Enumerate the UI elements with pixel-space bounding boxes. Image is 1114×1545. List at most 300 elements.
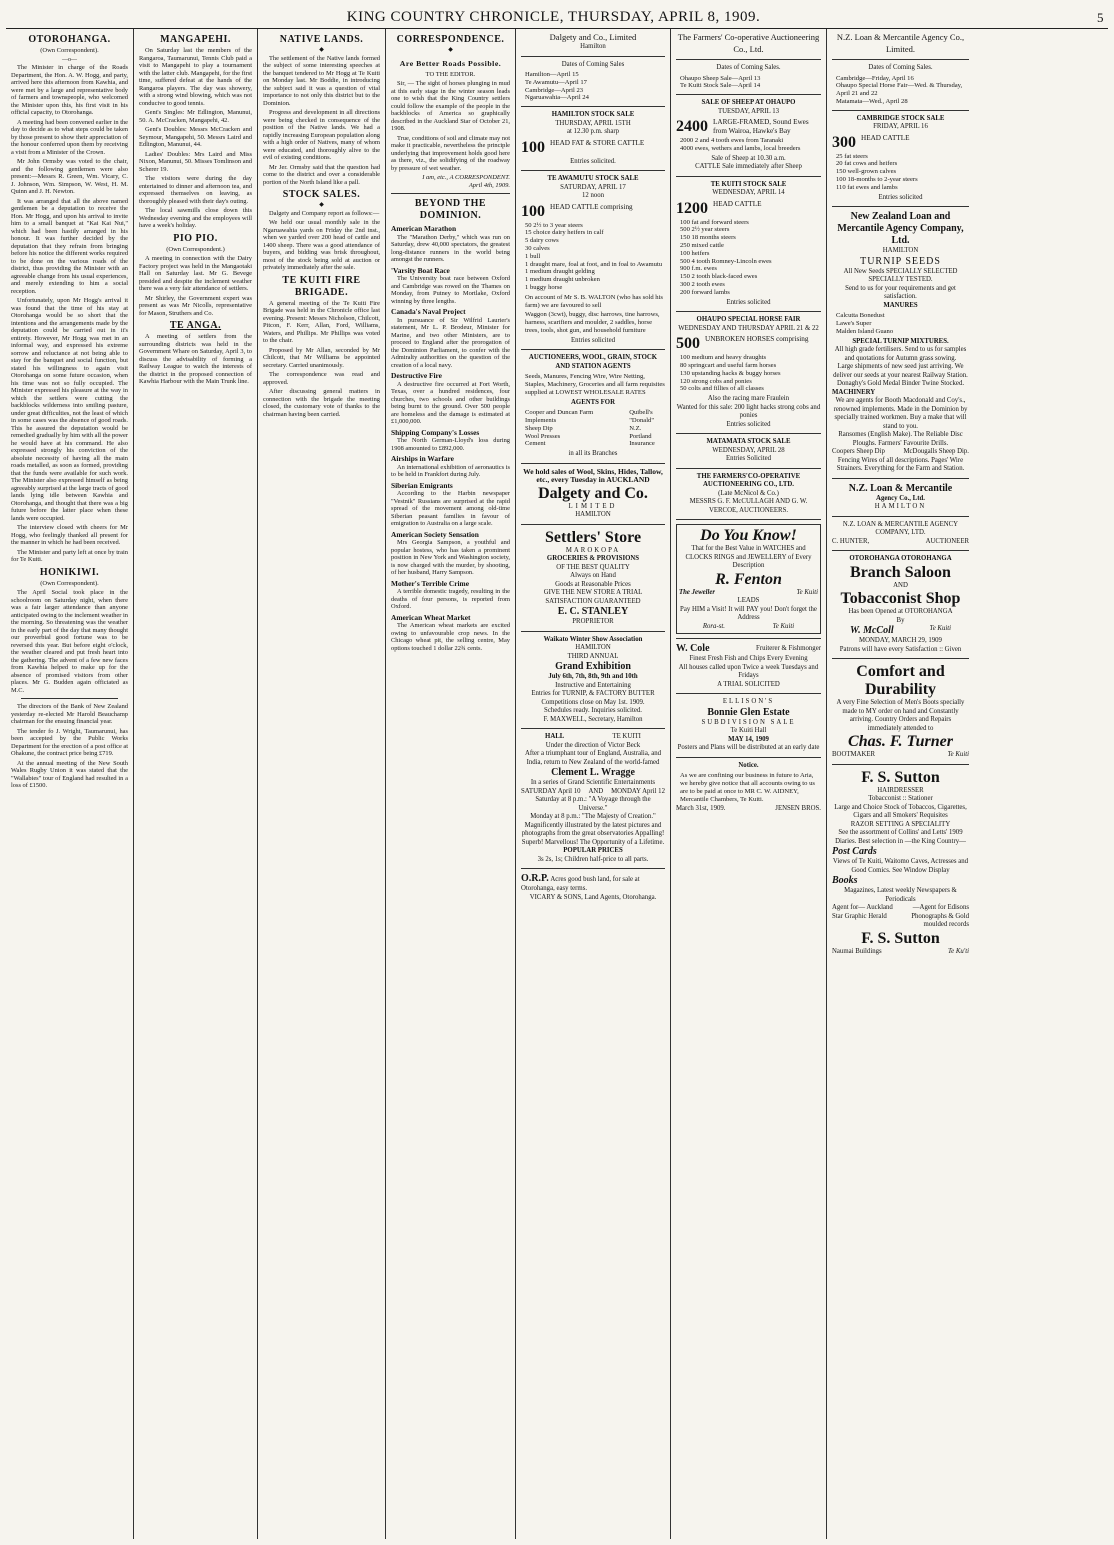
leads: LEADS [737,597,760,605]
ad-notice [676,762,821,814]
divider [832,516,969,517]
ad-text: All New Seeds SPECIALLY SELECTED SPECIALLY TESTED. [843,267,958,284]
lot-count: 2400 [676,118,708,136]
and: AND [588,787,604,795]
owner-line [832,625,969,637]
note: Waggon (3cwt), buggy, disc harrows, tine harrows, harness, scarifiers and moulder, 2 saddles, horse trees, tools, shot gun, and household furniture [525,311,660,335]
ad-text: Views of Te Kuiti, Waitomo Caves, Actresses and Good Comics. See Window Display [832,858,969,874]
entries-note: Entries Solicited [725,455,772,463]
lot-count: 100 [521,202,545,220]
list-item: 100 medium and heavy draughts [680,354,767,362]
to-the-editor: TO THE EDITOR. [425,70,476,78]
list-item: Cooper and Duncan Farm Implements [525,409,594,425]
jeweller-line [679,589,818,598]
sale-date: MAY 14, 1909 [728,735,769,743]
store-line: OF THE BEST QUALITY [556,563,630,571]
sale-time: 12 noon [581,192,605,200]
masthead-title: KING COUNTRY CHRONICLE, THURSDAY, APRIL 8, 1909. [346,9,761,25]
divider [521,170,665,171]
ad-text: A TRIAL SOLICITED [717,680,780,688]
paragraph: Ladies' Doubles: Mrs Laird and Miss Nixon, Manunui, 50. Misses Tomlinson and Scherer 19. [139,150,252,173]
lot [676,335,821,352]
place: HAMILTON [575,511,611,519]
list-item: 250 mixed cattle [680,242,724,250]
list-item: Ohaupo Special Horse Fair—Wed. & Thursday, April 21 and 22 [836,82,963,98]
divider [676,94,821,95]
paragraph: A destructive fire occurred at Fort Worth, Texas, over a hundred residences, four churches, two schools and other buildings being burnt to the ground. Over 500 people are homeless and the damage is estimated at £1,000,000. [391,380,510,425]
dates-list [680,75,821,91]
byline: (Own Correspondent.) [166,245,225,253]
ad-sutton [832,769,969,957]
agents-heading: AGENTS FOR [571,398,615,406]
lot [832,134,969,151]
sale-note: CATTLE Sale immediately after Sheep [695,163,802,171]
proprietor-role: PROPRIETOR [572,618,614,626]
hall-line [521,733,665,742]
manures-heading: MANURES [883,301,918,309]
divider: ◆ [448,47,453,53]
sale-time: at 12.30 p.m. sharp [566,128,620,136]
list-item: "Donald" [629,417,655,425]
paragraph: A meeting had been convened earlier in the day to decide as to what steps could be taken by those present to show their appreciation of the honour conferred upon them by receiving a visit from a Minister of the Crown. [11,118,128,156]
column-3 [258,29,386,1539]
ad-text: We are agents for Booth Macdonald and Coy's., renowned implements. Made in the Dominion by specially trained workmen. Buy a make that will stand to you. [833,397,968,430]
paragraph: A meeting in connection with the Dairy Factory project was held in the Mangaotaki Hall on Saturday last. Mr G. Bevege presided and despite the inclement weather there was a very fair attendance of settlers. [139,255,252,292]
headline-beyond-dominion: BEYOND THE DOMINION. [414,198,487,221]
sale-note: Sale of Sheep at 10.30 a.m. [711,154,786,162]
dates-line [521,788,665,797]
divider [832,658,969,659]
column-1 [6,29,134,1539]
name: W. Cole [676,643,710,655]
sale-title: TE KUITI STOCK SALE [710,180,787,188]
place: HAMILTON [874,503,927,511]
ad-signature: VICARY & SONS, Land Agents, Otorohanga. [529,893,657,901]
company-name: New Zealand Loan and Mercantile Agency Company, Ltd. [837,211,964,247]
show-place: HAMILTON [575,644,611,652]
letter-date: April 4th, 1909. [468,181,510,189]
role: The Jeweller [679,588,716,596]
divider [676,176,821,177]
limited: LIMITED [568,502,618,510]
lot-count: 1200 [676,199,708,217]
dates-title: Dates of Coming Sales. [716,64,781,71]
machinery-heading: MACHINERY [832,388,876,396]
headline-stock-sales: STOCK SALES. [282,189,361,200]
divider [521,56,665,57]
paragraph: It was arranged that all the above named gentlemen be a deputation to receive the Hon. Mr Hogg, and upon his arrival to invite him to a small banquet at "Kai Kai Nui," which had been hastily arranged in his honour. It was further decided by the deputation that they refrain from bringing before his notice the different works required to be done on the various roads of the district, thus providing the Minister with an agreeable change from his usual experiences, and merely extending to him a social reception. [11,197,128,295]
list-item: 25 fat steers [836,152,868,160]
subheading: Shipping Company's Losses [391,427,480,437]
column-4 [386,29,516,1539]
subheading: Canada's Naval Project [391,307,466,316]
estate-name: Bonnie Glen Estate [707,706,790,718]
list-item: 1 medium draught unbroken [525,276,600,284]
dates-list [836,75,969,106]
show-title: Waikato Winter Show Association [543,635,643,643]
lot-list [836,153,969,192]
ad-farmers-coop [676,31,821,515]
paragraph: On Saturday last the members of the Rangaroa, Taumarunui, Tennis Club paid a visit to Mangapehi to play a tournament with the latter club. Mangapehi, for the first time, suffered defeat at the hands of the Rangaroa players. The day was showery, with a strong wind blowing, which was not conducive to good tennis. [139,47,252,107]
divider [21,698,118,699]
ad-text: Patrons will have every Satisfaction :: Given [839,645,962,653]
company-name: THE FARMERS'CO-OPERATIVE AUCTIONEERING CO., LTD. [696,472,801,489]
sale-date: SATURDAY, APRIL 17 [560,183,626,191]
ad-text: Donaghy's Gold Medal Binder Twine Stocked. [836,380,965,388]
line: In a series of Grand Scientific Entertainments [530,779,656,787]
sale-date: THURSDAY, APRIL 15TH [555,119,631,127]
paragraph: Dalgety and Company report as follows:— [269,209,380,217]
divider [832,110,969,111]
auctioneer-role: AUCTIONEER [925,537,969,545]
agents-grid [521,407,665,450]
list-item: 80 springcart and useful farm horses [680,361,777,369]
by: By [896,616,905,624]
store-line: Always on Hand [570,572,616,580]
date: MONDAY April 12 [611,787,665,795]
ad-text: Large and Choice Stock of Tobaccos, Cigarettes, Cigars and all Smokers' Requisites [834,803,967,820]
paragraph: Sir, — The sight of horses plunging in mud at this early stage in the winter season leads one to wish that the King Country settlers could follow the example of the people in the backblocks of America so graphically described in the Auckland Star of October 21, 1908. [391,80,510,132]
paragraph: Gent's Singles: Mr Edlington, Manunui, 50. A. McCracken, Mangapehi, 42. [139,109,252,124]
dates-title: Dates of Coming Sales. [868,64,933,71]
store-line: Goods at Reasonable Prices [555,580,631,588]
paragraph: A terrible domestic tragedy, resulting in the deaths of four persons, is reported from Oxford. [391,588,510,610]
manure-list [836,312,969,335]
note: On account of Mr S. B. WALTON (who has sold his farm) we are favoured to sell [525,293,663,309]
subheading: American Wheat Market [391,612,471,622]
ad-company-name: The Farmers' Co-operative Auctioneering Co., Ltd. [677,32,820,54]
town: Te Kuiti [772,622,795,630]
column-6-ads [671,29,827,1539]
wool-sales: We hold sales of Wool, Skins, Hides, Tallow, etc., every Tuesday in AUCKLAND [523,466,663,485]
subheading: American Society Sensation [391,529,479,539]
seller: ELLISON'S [722,698,775,706]
sale-title: HAMILTON STOCK SALE [551,111,635,119]
list-item: Te Awamutu—April 17 [525,78,587,86]
ad-wragge [521,733,665,864]
show-line: THIRD ANNUAL [567,652,619,660]
and: AND [893,581,908,589]
list-item: Cambridge—Friday, April 16 [836,74,914,82]
list-item: 100 18-months to 2-year steers [836,176,918,184]
sale-title: CAMBRIDGE STOCK SALE [856,114,945,122]
ad-text: Finest Fresh Fish and Chips Every Evening [689,655,808,663]
lot-count: 300 [832,133,856,151]
list-item: Hamilton—April 15 [525,71,579,78]
ad-cole [676,643,821,689]
sale-title: TE AWAMUTU STOCK SALE [547,175,639,183]
paragraph: The North German-Lloyd's loss during 1908 amounted to £892,000. [391,437,510,452]
list-item: 300 2 tooth ewes [680,281,725,289]
headline-better-roads: Are Better Roads Possible. [399,58,502,68]
place: Te Kuiti [929,625,952,633]
sale-date: TUESDAY, APRIL 13 [717,107,780,115]
hall: HALL [545,733,565,741]
store-place: MAROKOPA [565,546,621,554]
dip: McDougalls Sheep Dip. [903,448,969,456]
entries-note: Entries solicited [878,193,923,201]
divider [521,463,665,464]
entries-note: Entries solicited. [570,157,616,165]
lot [521,203,665,220]
entries-note: Entries solicited [571,336,615,344]
divider [676,519,821,520]
headline-native-lands: NATIVE LANDS. [279,34,364,45]
hall-place: TE KUITI [612,733,641,741]
role-2: Tobacconist :: Stationer [868,795,933,803]
notice-signature: JENSEN BROS. [775,805,821,813]
divider [676,638,821,639]
ad-company-name: N.Z. Loan & Mercantile Agency Co., Limited. [836,32,965,54]
list-item: 20 fat cows and heifers [836,160,898,168]
headline-correspondence: CORRESPONDENCE. [396,34,505,45]
paragraph: The University boat race between Oxford and Cambridge was rowed on the Thames on Monday, from Putney to Mortlake, Oxford winning by three lengths. [391,275,510,305]
ad-settlers-store [521,529,665,627]
paragraph: The correspondence was read and approved. [263,371,380,386]
agents-line [832,904,969,930]
paragraph: The visitors were during the day entertained to dinner and afternoon tea, and expressed themselves on leaving, as thoroughly pleased with their day's outing. [139,175,252,205]
divider: —o— [62,56,77,63]
list-item: 900 f.m. ewes [680,265,717,273]
divider: ◆ [319,47,324,53]
headline-te-anga: TE ANGA. [169,320,222,331]
lot-list [680,219,821,297]
sale-date: WEDNESDAY, APRIL 14 [712,189,785,197]
list-item: Cambridge—April 23 [525,86,584,94]
list-item: Matamata—Wed., April 28 [836,97,908,105]
supplies-text: Seeds, Manures, Fencing Wire, Wire Netting, Staples, Machinery, Groceries and all farm requisites supplied at LOWEST WHOLESALE RATES [525,373,665,396]
paragraph: The American wheat markets are excited owing to unfavourable crop news. In the Chicago wheat pit, the selling centre, May options touched 1 dollar 22¾ cents. [391,622,510,652]
paragraph: In pursuance of Sir Wilfrid Laurier's statement, Mr L. P. Brodeur, Minister for Marine, and two other Ministers, are to proceed to England after the prorogation of the Dominion Parliament, to confer with the Admiralty authorities on the question of the creation of a local navy. [391,316,510,369]
prices: 3s 2s, 1s; Children half-price to all parts. [537,855,649,863]
ad-bonnie-glen [676,698,821,753]
ad-text: That for the Best Value in WATCHES and CLOCKS RINGS and JEWELLERY of Every Description [685,545,812,570]
page-number: 5 [1097,10,1104,25]
role: Fruiterer & Fishmonger [756,644,821,652]
ad-fenton [676,524,821,634]
ad-text: Send to us for your requirements and get satisfaction. [845,284,956,301]
lot-list [680,137,821,153]
lot-count: 100 [521,138,545,156]
ad-vicary [521,873,665,902]
address-line [679,623,818,632]
store-line: GROCERIES & PROVISIONS [546,555,640,563]
masthead [6,4,1108,29]
list-item: Ngaruawahia—April 24 [525,94,589,102]
ad-text: All high grade fertilisers. Send to us for samples and quotations for Autumn grass sowing. [834,346,967,362]
list-item: 100 heifers [680,249,710,257]
divider [676,757,821,758]
headline-otorohanga: OTOROHANGA. [28,34,111,45]
shop-name: F. S. Sutton [861,768,940,786]
lot-text: HEAD CATTLE [861,133,910,142]
paragraph: The Minister and party left at once by train for Te Kuiti. [11,548,128,563]
divider [676,59,821,60]
ad-text: A very Fine Selection of Men's Boots specially made to MY order on hand and Constantly arriving. Country Orders and Repairs immediately attended to [836,699,965,732]
role: BOOTMAKER [832,751,876,759]
bootmaker-line [832,751,969,760]
headline-mangapehi: MANGAPEHI. [160,34,231,45]
byline: (Own Correspondent). [40,47,99,54]
ad-dalgety [521,31,665,520]
places: OTOROHANGA OTOROHANGA [849,555,952,563]
agents-left [525,409,625,448]
divider [521,106,665,107]
paragraph: The directors of the Bank of New Zealand yesterday re-elected Mr Harold Beauchamp chairman for the ensuing financial year. [11,703,128,725]
notice-text: As we are confining our business in future to Aria, we hereby give notice that all accounts owing to us are to be paid at once to MR C. W. AIDNEY, Mercantile Chambers, Te Kuiti. [680,772,815,803]
lot-text: LARGE-FRAMED, Sound Ewes from Wairoa, Hawke's Bay [713,118,809,135]
show-heading: Grand Exhibition [555,661,631,673]
divider [521,728,665,729]
list-item: 15 choice dairy heifers in calf [525,229,604,237]
line: Under the direction of Victor Beck [545,741,641,749]
secretary: F. MAXWELL, Secretary, Hamilton [543,715,643,723]
company-name: N.Z. LOAN & MERCANTILE AGENCY COMPANY, LTD. [842,520,959,537]
sale-date: WEDNESDAY, APRIL 28 [712,446,785,454]
company-name-2: Agency Co., Ltd. [876,494,925,502]
list-item: Calcutta Bonedust [836,312,885,320]
list-item: 130 upstanding hacks & buggy horses [680,369,781,377]
divider: ◆ [319,202,324,208]
auctioneer-name: C. HUNTER, [832,537,870,545]
books-heading: Books [832,875,858,887]
company-name: Dalgety and Co. [538,484,648,502]
address-line [832,948,969,957]
ad-text: Acres good bush land, for sale at Otorohanga, easy terms. [521,876,640,893]
show-dates: July 6th, 7th, 8th, 9th and 10th [548,673,638,681]
list-item: Quibell's [629,409,653,417]
sale-note: Wanted for this sale: 200 light hacks strong cobs and ponies [676,403,821,420]
lot [521,139,665,156]
dip-line [832,448,969,457]
role: HAIRDRESSER [877,786,924,794]
place: Te Kuiti [796,588,818,596]
column-2 [134,29,258,1539]
list-item: Malden Island Guano [836,327,894,335]
lot-text: UNBROKEN HORSES comprising [705,335,809,344]
address: Naumai Buildings [832,947,882,955]
lot-text: HEAD CATTLE comprising [550,202,633,211]
paragraph: An international exhibition of aeronautics is to be held in Frankfort during July. [391,463,510,478]
show-line: Instructive and Entertaining [555,681,631,689]
divider [832,206,969,207]
shop-name-2: F. S. Sutton [861,929,940,947]
paragraph: After discussing general matters in connection with the brigade the meeting closed, the customary vote of thanks to the chairman having been carried. [263,388,380,418]
list-item: Lawe's Super [836,319,872,327]
paragraph: The Minister in charge of the Roads Department, the Hon. A. W. Hogg, and party, arrived here this afternoon from Kawhia, and were met by a large and representative body of farmers and townspeople, who welcomed the Minister upon this, his first visit in his official capacity, to Otorohanga. [11,64,128,116]
opening-date: MONDAY, MARCH 29, 1909 [859,637,942,645]
divider [521,868,665,869]
list-item: 2000 2 and 4 tooth ewes from Taranaki [680,137,784,145]
lot-text: HEAD CATTLE [713,199,762,208]
auctioneer-line [832,538,969,547]
line: Magnificently illustrated by the latest pictures and photographs from the great observatories Appalling! Superb! Marvellous! The Opportunity of a Lifetime. [521,821,665,846]
paragraph: The "Marathon Derby," which was run on Saturday, drew 40,000 spectators, the greatest long-distance runners in the world being amongst the runners. [391,233,510,263]
divider [832,550,969,551]
list-item: 110 fat ewes and lambs [836,183,898,191]
headline-fire-brigade: TE KUITI FIRE BRIGADE. [282,274,361,298]
list-item: Insurance [629,440,655,448]
company-name: N.Z. Loan & Mercantile [848,482,953,494]
lot-count: 500 [676,335,700,353]
divider [832,764,969,765]
divider [676,468,821,469]
lot-list [680,354,821,393]
byline: (Own Correspondent). [40,579,99,587]
shop-heading: Branch Saloon [850,563,951,581]
paragraph: Mrs Georgia Sampson, a youthful and popular hostess, who has taken a prominent position in New York and Washington society, is now charged with the murder, by shooting, of her husband, Harry Sampson. [391,539,510,576]
subheading: American Marathon [391,224,457,233]
auctioneers-heading: AUCTIONEERS, WOOL, GRAIN, STOCK AND STATION AGENTS [528,354,658,370]
list-item: 1 buggy horse [525,284,563,292]
ad-company-name: Dalgety and Co., Limited [549,32,637,42]
list-item: 4000 ewes, wethers and lambs, local breeders [680,144,801,152]
divider [832,478,969,479]
headline-honikiwi: HONIKIWI. [39,566,100,578]
ad-heading: Do You Know! [700,527,797,545]
list-item: 1 draught mare, foal at foot, and in foal to Awamutu [525,260,663,268]
seeds-heading: TURNIP SEEDS [860,255,941,267]
paragraph: Unfortunately, upon Mr Hogg's arrival it was found that the time of his stay at Otorohanga would be so short that the intentions and the arrangements made by the deputation could be carried out in it's entirety. However, Mr Hogg was met in an informal way, and expressed his extreme sorrow and reluctance at not being able to stay for the banquet and social function, but stated his willingness to again visit Otorohanga on some future occasion, when his time was not so fully occupied. The Minister expressed his pleasure at the way in which the settlers were cutting the backblocks wilderness into smiling pasture, under great difficulties, not the least of which in some cases was the absence of good roads. This he assured the deputation would be remedied gradually by him with all the power he would have at his command. He also expressed strongly his conviction of the absolute necessity of having all the main roads metalled, as soon as formed, providing that the funds were available for such work. The Minister also expressed himself as being agreeably surprised at the large tracts of good lands lying idle between Kawhia and Otorohanga, and thought that there was a big future before the latter place when these lands were occupied. [11,297,128,522]
paragraph: A general meeting of the Te Kuiti Fire Brigade was held in the Chronicle office last evening. Present: Messrs Nicholson, Chilcott, Pitcon, F. Kerr, Allan, Ford, Williams, Waters, and Phillips. Mr Phillips was voted to the chair. [263,299,380,344]
list-item: 5 dairy cows [525,237,559,245]
notice-footer [676,805,821,814]
entries-note: Entries solicited [726,298,771,306]
list-item: 1 medium draught gelding [525,268,595,276]
ad-winter-show [521,636,665,725]
paragraph: Proposed by Mr Allan, seconded by Mr Chilcott, that Mr Williams be appointed secretary. Carried unanimously. [263,346,380,369]
ad-nz-loan [832,31,969,546]
sale-date: FRIDAY, APRIL 16 [873,123,928,131]
lot [676,118,821,135]
venue: Te Kuiti Hall [730,727,767,735]
paragraph: We held our usual monthly sale in the Ngaruawahia yards on Friday the 2nd inst., when we yarded over 200 head of cattle and 1400 sheep. There was a good attendance of buyers, and bidding was brisk throughout, most of the stock being sold at auction or privately immediately after the sale. [263,219,380,271]
sale-title: OHAUPO SPECIAL HORSE FAIR [696,316,801,324]
paragraph: The interview closed with cheers for Mr Hogg, who feelingly thanked all present for the manner in which he had been received. [11,524,128,546]
sale-date: WEDNESDAY AND THURSDAY APRIL 21 & 22 [678,324,819,332]
proprietor-name: E. C. STANLEY [557,606,629,618]
list-item: 500 4 tooth Romney-Lincoln ewes [680,257,772,265]
bootmaker-name: Chas. F. Turner [848,733,953,751]
ad-text: RAZOR SETTING A SPECIALITY [850,820,951,828]
list-item: 1 bull [525,252,541,260]
headline-pio-pio: PIO PIO. [173,232,218,244]
divider [521,349,665,350]
column-7-ads [827,29,974,1539]
ad-text: Has been Opened at OTOROHANGA [848,608,953,616]
subheading: Mother's Terrible Crime [391,578,469,588]
dates-title: Dates of Coming Sales [561,60,625,68]
lot-text: HEAD FAT & STORE CATTLE [550,138,645,147]
paragraph: At the annual meeting of the New South Wales Rugby Union it was stated that the "Wallabies" tour of England had resulted in a loss of £1500. [11,759,128,789]
lot [676,200,821,217]
date: SATURDAY April 10 [521,787,581,795]
owner-name: W. McColl [849,625,894,637]
sale-title: SALE OF SHEEP AT OHAUPO [701,99,796,107]
list-item: Sheep Dip [525,424,553,432]
speaker-name: Clement L. Wragge [551,767,635,779]
show-line: Entries for TURNIP, & FACTORY BUTTER Competitions close on May 1st. 1909. [531,690,655,706]
company-sub: (Late McNicol & Co.) [718,489,779,497]
entries-note: Entries solicited [726,420,771,428]
list-item: Ohaupo Sheep Sale—April 13 [680,74,761,82]
store-line: GIVE THE NEW STORE A TRIAL SATISFACTION GUARANTEED [543,589,643,605]
paragraph: Mr John Ormsby was voted to the chair, and the following gentlemen were also present:—Messrs R. Green, Wm. Vicary, C. J. Johnson, Wm. Simpson, W. West, H. M. Quinn and J. H. Newton. [11,158,128,195]
paragraph: The April Social took place in the schoolroom on Saturday night, when there was a fair larger attendance than anyone anticipated owing to the inclement weather in the morning. So threatening was the weather in the early part of the day that many thought our proverbial good fortune was to be reversed this year. But before eight o'clock, the weather cleared and put fresh heart into the gathering. The advent of a few new faces from Kawhia helped to make up for the absence of promised visitors from other places. Mr G. Budden again officiated as M.C. [11,589,128,694]
list-item: 50 2½ to 3 year steers [525,221,583,229]
signature: I am, etc., A CORRESPONDENT. [422,174,510,181]
subheading: 'Varsity Boat Race [391,265,450,275]
